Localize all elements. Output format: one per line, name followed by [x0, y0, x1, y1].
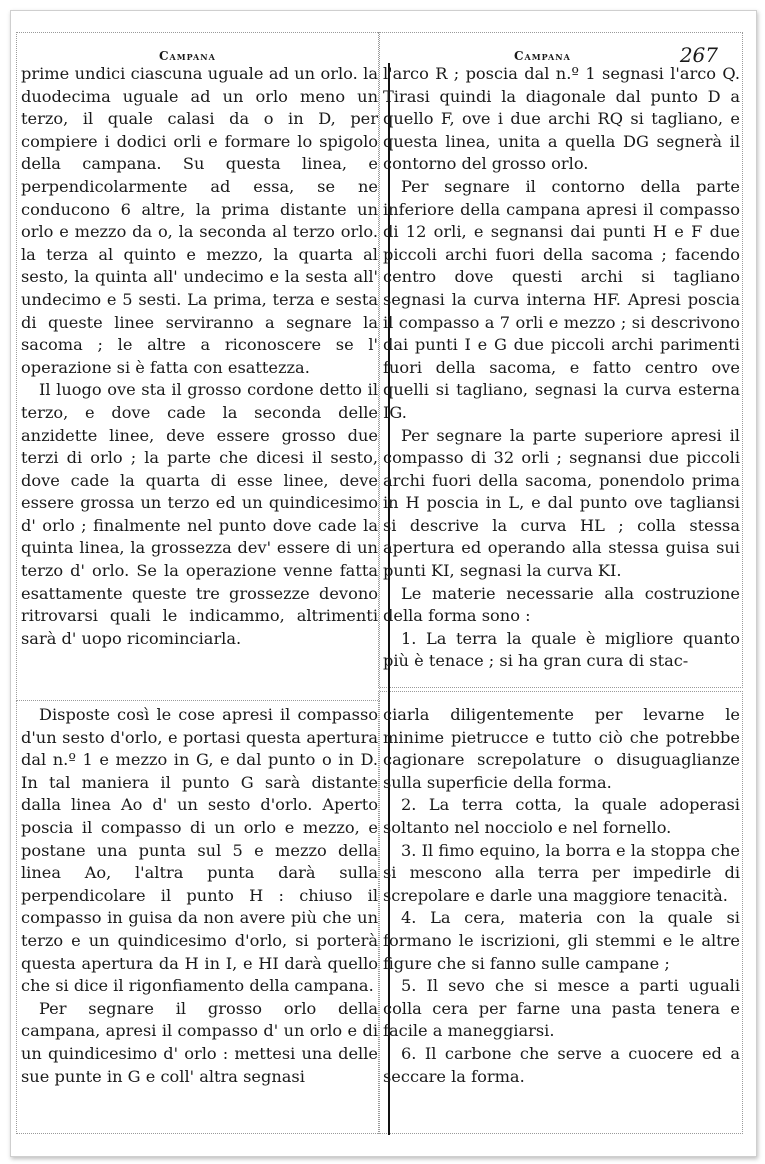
paragraph: 6. Il carbone che serve a cuocere ed a seccare la forma. — [383, 1043, 740, 1086]
paragraph: Disposte così le cose apresi il compasso d'un sesto d'orlo, e portasi questa apertura dal n.º 1 e mezzo in G, e dal punto o in D. In tal maniera il punto G sarà distante dalla linea Ao d' un sesto d'orlo. Aperto poscia il compasso di un orlo e mezzo, e postane una punta sul 5 e mezzo della linea Ao, l'altra punta darà sulla perpendicolare il punto H : chiuso il compasso in guisa da non avere più che un terzo e un quindicesimo d'orlo, si porterà questa apertura da H in I, e HI darà quello che si dice il rigonfiamento della campana. — [21, 705, 378, 996]
right-running-head: Campana — [514, 49, 571, 63]
right-column-top — [383, 63, 740, 673]
left-column-bottom — [21, 704, 378, 1088]
paragraph: 1. La terra la quale è migliore quanto più è tenace ; si ha gran cura di stac- — [383, 628, 740, 671]
paragraph: 4. La cera, materia con la quale si formano le iscrizioni, gli stemmi e le altre figure che si fanno sulle campane ; — [383, 908, 740, 973]
left-running-head: Campana — [159, 49, 216, 63]
right-column-bottom — [383, 704, 740, 1088]
paragraph: Le materie necessarie alla costruzione della forma sono : — [383, 583, 740, 626]
paragraph: prime undici ciascuna uguale ad un orlo. la duodecima uguale ad un orlo meno un terzo, il quale calasi da o in D, per compiere i dodici orli e formare lo spigolo della campana. Su questa linea, e perpendicolarmente ad essa, se ne conducono 6 altre, la prima distante un orlo e mezzo da o, la seconda al terzo orlo. la terza al quinto e mezzo, la quarta al sesto, la quinta all' undecimo e la sesta all' undecimo e 5 sesti. La prima, terza e sesta di queste linee serviranno a segnare la sacoma ; le altre a riconoscere se l' operazione si è fatta con esattezza. — [21, 64, 378, 377]
paragraph: 2. La terra cotta, la quale adoperasi soltanto nel nocciolo e nel fornello. — [383, 795, 740, 837]
paragraph: Il luogo ove sta il grosso cordone detto il terzo, e dove cade la seconda delle anzidette linee, deve essere grosso due terzi di orlo ; la parte che dicesi il sesto, dove cade la quarta di esse linee, deve essere grossa un terzo ed un quindicesimo d' orlo ; finalmente nel punto dove cade la quinta linea, la grossezza dev' essere di un terzo d' orlo. Se la operazione venne fatta esattamente queste tre grossezze devono ritrovarsi quali le indicammo, altrimenti sarà d' uopo ricominciarla. — [21, 380, 378, 648]
paragraph: 3. Il fimo equino, la borra e la stoppa che si mescono alla terra per impedirle di screpolare e darle una maggiore tenacità. — [383, 840, 740, 905]
page-number: 267 — [679, 43, 718, 67]
paragraph: Per segnare il grosso orlo della campana, apresi il compasso d' un orlo e di un quindicesimo d' orlo : mettesi una delle sue punte in G e coll' altra segnasi — [21, 998, 378, 1086]
paragraph: 5. Il sevo che si mesce a parti uguali colla cera per farne una pasta tenera e facile a maneggiarsi. — [383, 976, 740, 1041]
paragraph: ciarla diligentemente per levarne le minime pietrucce e tutto ciò che potrebbe cagionare screpolature o disuguaglianze sulla superficie della forma. — [383, 705, 740, 792]
paragraph: l'arco R ; poscia dal n.º 1 segnasi l'arco Q. Tirasi quindi la diagonale dal punto D a quello F, ove i due archi RQ si tagliano, e questa linea, unita a quella DG segnerà il contorno del grosso orlo. — [383, 64, 740, 174]
scanned-page — [10, 10, 757, 1157]
paragraph: Per segnare il contorno della parte inferiore della campana apresi il compasso di 12 orli, e segnansi dai punti H e F due piccoli archi fuori della sacoma ; facendo centro dove questi archi si tagliano segnasi la curva interna HF. Apresi poscia il compasso a 7 orli e mezzo ; si descrivono dai punti I e G due piccoli archi parimenti fuori della sacoma, e fatto centro ove quelli si tagliano, segnasi la curva esterna IG. — [383, 176, 740, 422]
paragraph: Per segnare la parte superiore apresi il compasso di 32 orli ; segnansi due piccoli archi fuori della sacoma, ponendolo prima in H poscia in L, e dal punto ove tagliansi si descrive la curva HL ; colla stessa apertura ed operando alla stessa guisa sui punti KI, segnasi la curva KI. — [383, 425, 740, 581]
left-column-top — [21, 63, 378, 650]
